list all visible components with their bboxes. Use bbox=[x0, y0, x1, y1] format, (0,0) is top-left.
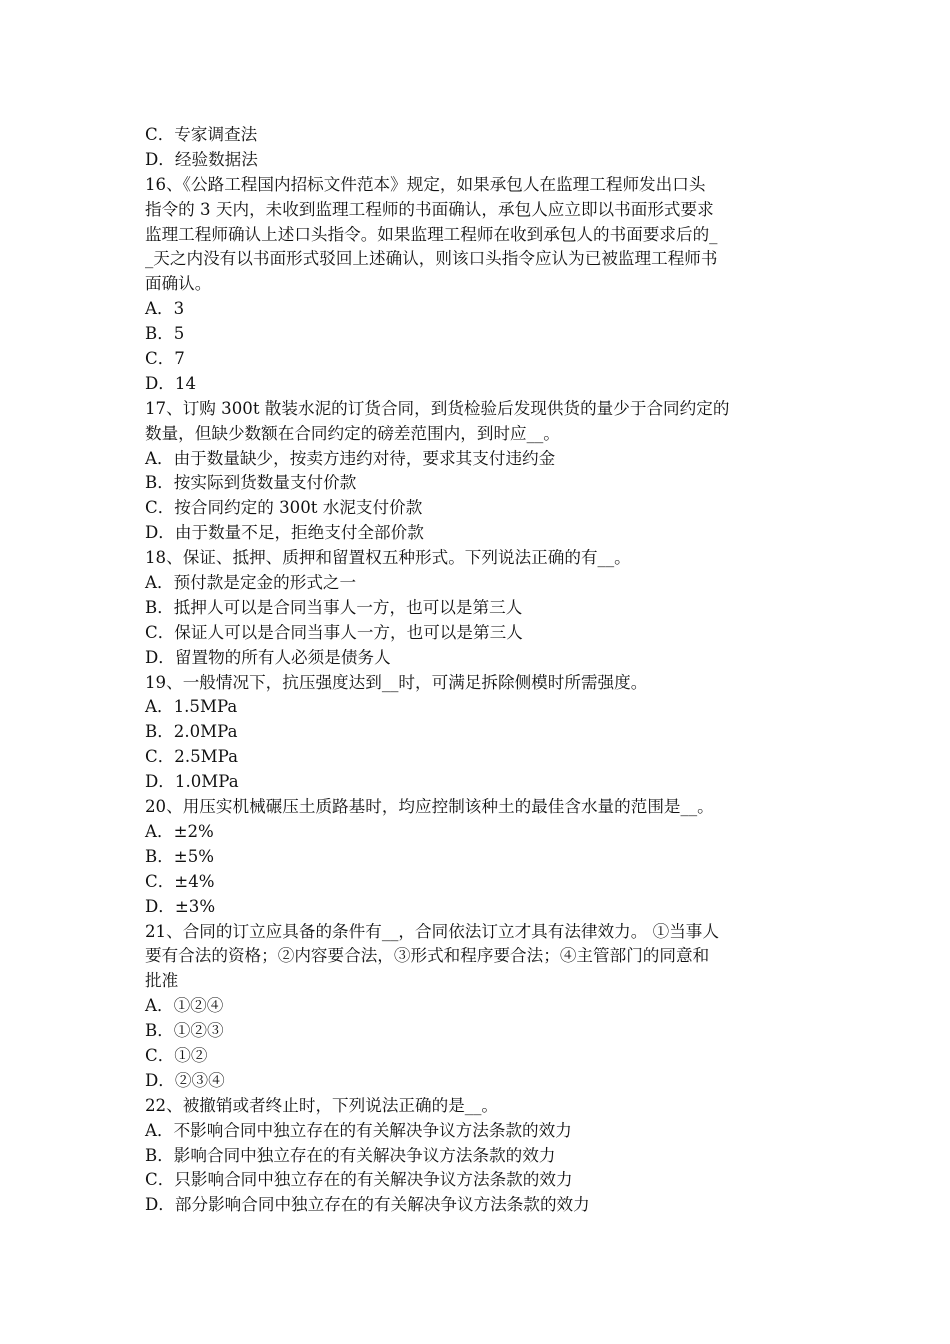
line-text: C．2.5MPa bbox=[145, 747, 238, 767]
question-line bbox=[145, 272, 810, 297]
line-text: 监理工程师确认上述口头指令。如果监理工程师在收到承包人的书面要求后的_ bbox=[145, 224, 718, 244]
line-text: C．①② bbox=[145, 1045, 208, 1065]
option-line bbox=[145, 646, 810, 671]
option-line bbox=[145, 123, 810, 148]
line-text: B．按实际到货数量支付价款 bbox=[145, 473, 357, 493]
question-line bbox=[145, 920, 810, 945]
question-line bbox=[145, 397, 810, 422]
option-line bbox=[145, 297, 810, 322]
document-page bbox=[145, 123, 810, 1218]
line-text: C．±4% bbox=[145, 871, 215, 891]
line-text: 19、一般情况下，抗压强度达到__时，可满足拆除侧模时所需强度。 bbox=[145, 672, 648, 692]
line-text: 17、订购 300t 散装水泥的订货合同，到货检验后发现供货的量少于合同约定的 bbox=[145, 398, 730, 418]
line-text: B．抵押人可以是合同当事人一方，也可以是第三人 bbox=[145, 597, 523, 617]
line-text: 批准 bbox=[145, 971, 179, 991]
option-line bbox=[145, 521, 810, 546]
line-text: D．±3% bbox=[145, 896, 216, 916]
question-line bbox=[145, 546, 810, 571]
option-line bbox=[145, 770, 810, 795]
option-line bbox=[145, 1144, 810, 1169]
question-line bbox=[145, 795, 810, 820]
line-text: 22、被撤销或者终止时，下列说法正确的是__。 bbox=[145, 1095, 498, 1115]
line-text: 20、用压实机械碾压土质路基时，均应控制该种土的最佳含水量的范围是__。 bbox=[145, 797, 714, 817]
line-text: A．3 bbox=[145, 299, 185, 319]
line-text: 面确认。 bbox=[145, 274, 212, 294]
option-line bbox=[145, 745, 810, 770]
option-line bbox=[145, 148, 810, 173]
line-text: _天之内没有以书面形式驳回上述确认，则该口头指令应认为已被监理工程师书 bbox=[145, 249, 718, 269]
option-line bbox=[145, 1168, 810, 1193]
question-line bbox=[145, 944, 810, 969]
document-body bbox=[145, 123, 810, 1218]
line-text: A．不影响合同中独立存在的有关解决争议方法条款的效力 bbox=[145, 1120, 572, 1140]
line-text: D．1.0MPa bbox=[145, 772, 239, 792]
line-text: D．经验数据法 bbox=[145, 149, 258, 169]
option-line bbox=[145, 596, 810, 621]
option-line bbox=[145, 471, 810, 496]
line-text: B．±5% bbox=[145, 846, 215, 866]
option-line bbox=[145, 845, 810, 870]
option-line bbox=[145, 621, 810, 646]
line-text: B．5 bbox=[145, 324, 185, 344]
line-text: D．14 bbox=[145, 373, 197, 393]
line-text: B．①②③ bbox=[145, 1021, 224, 1041]
option-line bbox=[145, 1069, 810, 1094]
option-line bbox=[145, 496, 810, 521]
line-text: A．由于数量缺少，按卖方违约对待，要求其支付违约金 bbox=[145, 448, 556, 468]
option-line bbox=[145, 994, 810, 1019]
line-text: C．专家调查法 bbox=[145, 125, 258, 144]
question-line bbox=[145, 422, 810, 447]
line-text: C．保证人可以是合同当事人一方，也可以是第三人 bbox=[145, 622, 523, 642]
option-line bbox=[145, 447, 810, 472]
option-line bbox=[145, 870, 810, 895]
option-line bbox=[145, 1119, 810, 1144]
line-text: A．①②④ bbox=[145, 996, 224, 1016]
question-line bbox=[145, 247, 810, 272]
line-text: 指令的 3 天内，未收到监理工程师的书面确认，承包人应立即以书面形式要求 bbox=[145, 199, 714, 219]
line-text: 16、《公路工程国内招标文件范本》规定，如果承包人在监理工程师发出口头 bbox=[145, 174, 706, 194]
line-text: C．只影响合同中独立存在的有关解决争议方法条款的效力 bbox=[145, 1170, 573, 1190]
line-text: 数量，但缺少数额在合同约定的磅差范围内，到时应__。 bbox=[145, 423, 560, 443]
line-text: 要有合法的资格；②内容要合法，③形式和程序要合法；④主管部门的同意和 bbox=[145, 946, 710, 966]
line-text: B．2.0MPa bbox=[145, 722, 238, 742]
line-text: C．7 bbox=[145, 349, 185, 369]
option-line bbox=[145, 571, 810, 596]
option-line bbox=[145, 1019, 810, 1044]
line-text: D．由于数量不足，拒绝支付全部价款 bbox=[145, 523, 424, 543]
line-text: D．部分影响合同中独立存在的有关解决争议方法条款的效力 bbox=[145, 1195, 590, 1215]
option-line bbox=[145, 372, 810, 397]
option-line bbox=[145, 322, 810, 347]
question-line bbox=[145, 671, 810, 696]
line-text: A．±2% bbox=[145, 821, 214, 841]
question-line bbox=[145, 969, 810, 994]
line-text: D．留置物的所有人必须是债务人 bbox=[145, 647, 391, 667]
question-line bbox=[145, 173, 810, 198]
line-text: 18、保证、抵押、质押和留置权五种形式。下列说法正确的有__。 bbox=[145, 548, 631, 568]
line-text: D．②③④ bbox=[145, 1070, 225, 1090]
option-line bbox=[145, 695, 810, 720]
option-line bbox=[145, 895, 810, 920]
line-text: C．按合同约定的 300t 水泥支付价款 bbox=[145, 498, 423, 518]
line-text: A．1.5MPa bbox=[145, 697, 238, 717]
line-text: B．影响合同中独立存在的有关解决争议方法条款的效力 bbox=[145, 1145, 556, 1165]
question-line bbox=[145, 223, 810, 248]
option-line bbox=[145, 347, 810, 372]
option-line bbox=[145, 1193, 810, 1218]
question-line bbox=[145, 198, 810, 223]
option-line bbox=[145, 1044, 810, 1069]
line-text: A．预付款是定金的形式之一 bbox=[145, 573, 357, 593]
line-text: 21、合同的订立应具备的条件有__，合同依法订立才具有法律效力。 ①当事人 bbox=[145, 921, 719, 941]
question-line bbox=[145, 1094, 810, 1119]
option-line bbox=[145, 820, 810, 845]
option-line bbox=[145, 720, 810, 745]
